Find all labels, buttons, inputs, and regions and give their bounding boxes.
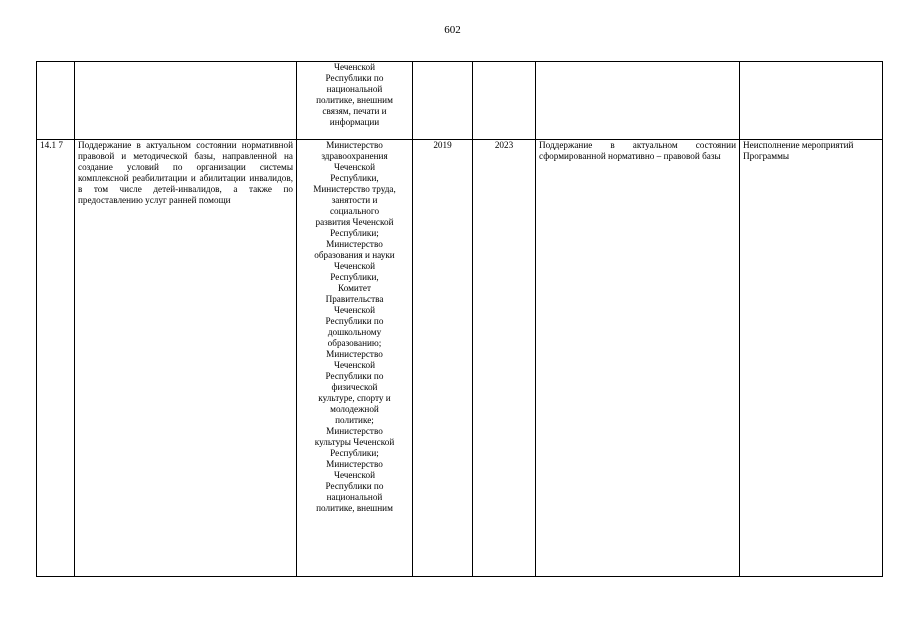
executor-line: Республики, [330,173,379,183]
executor-line: политике, внешним [316,95,393,105]
executor-line: Республики; [330,448,379,458]
executor-line: Чеченской [333,261,376,271]
executor-line: национальной [326,84,383,94]
cell-executor [297,62,413,140]
executor-line: социального [329,206,380,216]
executor-line: Республики по [325,316,384,326]
executor-line: занятости и [331,195,378,205]
cell-number [37,62,75,140]
executor-line: молодежной [330,404,379,414]
cell-description [75,62,297,140]
executor-line: Комитет [338,283,371,293]
executor-line: Правительства [325,294,384,304]
cell-risk [740,62,883,140]
executor-line: Чеченской [333,62,376,72]
executor-line: Республики, [330,272,379,282]
cell-result [536,62,740,140]
executor-line: образованию; [327,338,382,348]
executor-line: развития Чеченской [315,217,394,227]
executor-line: Министерство труда, [313,184,396,194]
measures-table [36,61,883,577]
executor-line: физической [331,382,378,392]
executor-line: национальной [326,492,383,502]
cell-result: Поддержание в актуальном состоянии сформированной нормативно – правовой базы [536,140,740,577]
cell-start-year: 2019 [413,140,473,577]
executor-line: образования и науки [314,250,395,260]
executor-line: культуре, спорту и [318,393,391,403]
executor-line: дошкольному [327,327,382,337]
executor-line: Министерство [326,140,383,150]
cell-number: 14.1 7 [37,140,75,577]
executor-line: Чеченской [333,360,376,370]
executor-line: Министерство [326,459,383,469]
executor-line: Республики по [325,73,384,83]
cell-executor [297,140,413,577]
executor-line: связям, печати и [322,106,387,116]
executor-line: Республики по [325,481,384,491]
executor-line: Министерство [326,426,383,436]
executor-line: Чеченской [333,305,376,315]
executor-line: информации [329,117,380,127]
executor-line: Чеченской [333,470,376,480]
executor-line: культуры Чеченской [314,437,395,447]
executor-line: Министерство [326,349,383,359]
cell-description: Поддержание в актуальном состоянии нормативной правовой и методической базы, направленной на создание условий по организации системы комплексной реабилитации и абилитации инвалидов, в том числе детей-инвалидов, а также по предоставлению услуг ранней помощи [75,140,297,577]
page-number: 602 [444,24,461,36]
cell-end-year [473,62,536,140]
executor-line: Министерство [326,239,383,249]
executor-line: политике; [335,415,374,425]
cell-start-year [413,62,473,140]
cell-risk: Неисполнение мероприятий Программы [740,140,883,577]
executor-line: Республики; [330,228,379,238]
executor-line: здравоохранения [321,151,388,161]
cell-end-year: 2023 [473,140,536,577]
executor-line: Чеченской [333,162,376,172]
executor-line: политике, внешним [316,503,393,513]
executor-line: Республики по [325,371,384,381]
table-row-14-17 [37,140,883,577]
table-row-continuation [37,62,883,140]
